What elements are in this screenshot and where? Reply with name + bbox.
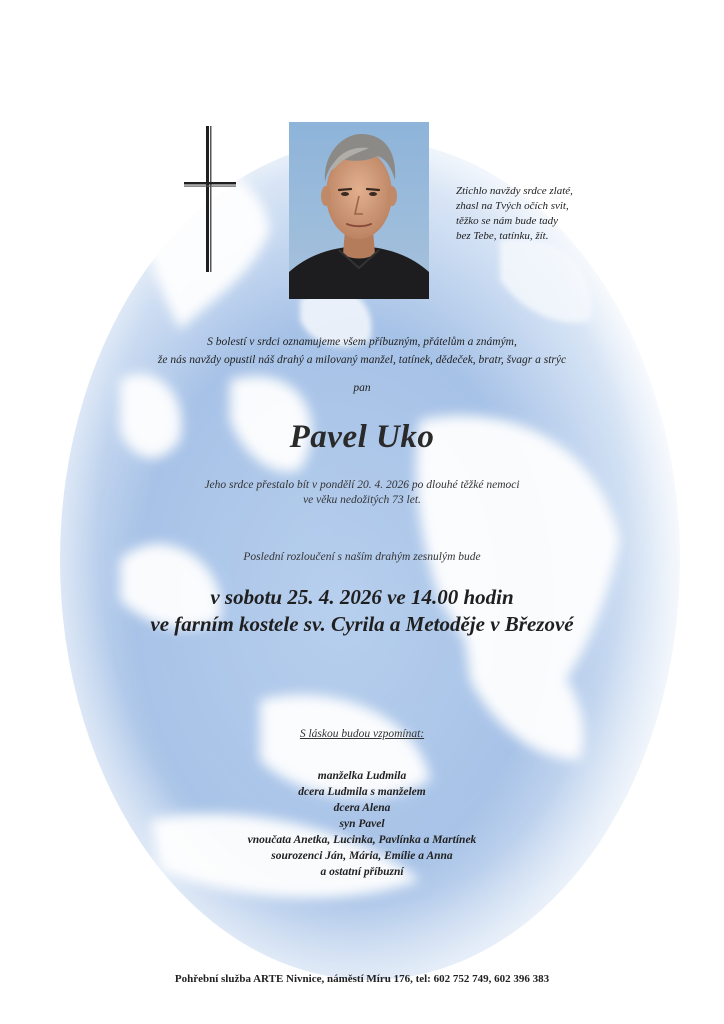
poem-line: bez Tebe, tatínku, žít. xyxy=(456,230,549,242)
farewell-intro: Poslední rozloučení s naším drahým zesnulým bude xyxy=(243,551,481,563)
funeral-when: v sobotu 25. 4. 2026 ve 14.00 hodin xyxy=(210,585,514,609)
intro-line: že nás navždy opustil náš drahý a milovaný manžel, tatínek, dědeček, bratr, švagr a strýc xyxy=(157,354,567,366)
death-details xyxy=(0,478,724,508)
funeral-details xyxy=(0,584,724,638)
mourner-item: sourozenci Ján, Mária, Emílie a Anna xyxy=(271,850,453,862)
honorific: pan xyxy=(353,382,371,394)
funeral-service-footer: Pohřební služba ARTE Nivnice, náměstí Míru 176, tel: 602 752 749, 602 396 383 xyxy=(174,973,550,985)
poem-line: zhasl na Tvých očích svit, xyxy=(456,200,569,212)
mourner-item: dcera Ludmila s manželem xyxy=(298,786,426,798)
mourner-item: dcera Alena xyxy=(333,802,391,814)
mourner-item: syn Pavel xyxy=(339,818,385,830)
mourners-list xyxy=(0,768,724,880)
death-line: Jeho srdce přestalo bít v pondělí 20. 4. 2026 po dlouhé těžké nemoci xyxy=(204,479,520,491)
mourner-item: a ostatní příbuzní xyxy=(320,866,404,878)
intro-line: S bolestí v srdci oznamujeme všem příbuzným, přátelům a známým, xyxy=(207,336,517,348)
portrait-photo xyxy=(289,122,429,299)
poem-line: Ztichlo navždy srdce zlaté, xyxy=(456,185,573,197)
mourners-heading: S láskou budou vzpomínat: xyxy=(299,728,425,740)
funeral-where: ve farním kostele sv. Cyrila a Metoděje v Březové xyxy=(150,612,574,636)
announcement-intro xyxy=(0,333,724,369)
cross-icon xyxy=(180,124,240,274)
poem xyxy=(456,184,656,244)
mourner-item: manželka Ludmila xyxy=(317,770,407,782)
death-line: ve věku nedožitých 73 let. xyxy=(303,494,421,506)
mourner-item: vnoučata Anetka, Lucinka, Pavlínka a Martínek xyxy=(247,834,477,846)
poem-line: těžko se nám bude tady xyxy=(456,215,559,227)
deceased-name: Pavel Uko xyxy=(289,419,435,455)
